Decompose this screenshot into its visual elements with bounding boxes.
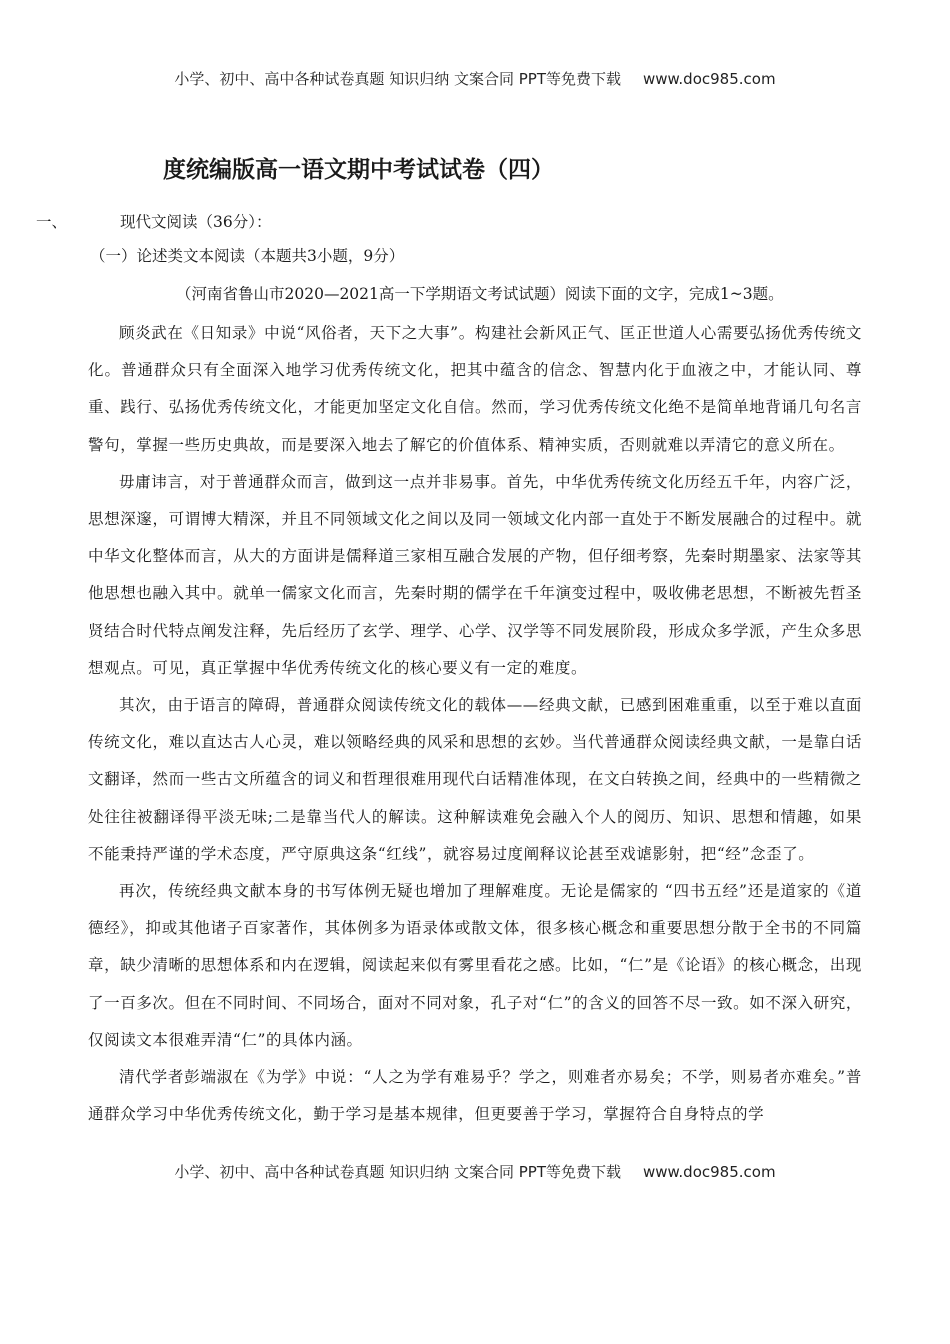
header-url[interactable]: www.doc985.com: [642, 70, 776, 88]
passage-paragraph-5: 清代学者彭端淑在《为学》中说：“人之为学有难易乎？学之，则难者亦易矣；不学，则易者亦难矣。”普通群众学习中华优秀传统文化，勤于学习是基本规律，但更要善于学习，掌握符合自身特点的学: [88, 1068, 862, 1124]
source-note: （河南省鲁山市2020—2021高一下学期语文考试试题）阅读下面的文字，完成1~3题。: [176, 285, 784, 303]
page-footer: [0, 1162, 950, 1182]
document-title: 度统编版高一语文期中考试试卷（四）: [163, 157, 554, 183]
page-header: [0, 69, 950, 89]
passage-paragraph-4: 再次，传统经典文献本身的书写体例无疑也增加了理解难度。无论是儒家的 “四书五经”还是道家的《道德经》，抑或其他诸子百家著作，其体例多为语录体或散文体，很多核心概念和重要思想分散于全书的不同篇章，缺少清晰的思想体系和内在逻辑，阅读起来似有雾里看花之感。比如，“仁”是《论语》的核心概念，出现了一百多次。但在不同时间、不同场合，面对不同对象，孔子对“仁”的含义的回答不尽一致。如不深入研究，仅阅读文本很难弄清“仁”的具体内涵。: [88, 882, 862, 1049]
passage-paragraph-1: 顾炎武在《日知录》中说“风俗者，天下之大事”。构建社会新风正气、匡正世道人心需要弘扬优秀传统文化。普通群众只有全面深入地学习优秀传统文化，把其中蕴含的信念、智慧内化于血液之中，才能认同、尊重、践行、弘扬优秀传统文化，才能更加坚定文化自信。然而，学习优秀传统文化绝不是简单地背诵几句名言警句，掌握一些历史典故，而是要深入地去了解它的价值体系、精神实质，否则就难以弄清它的意义所在。: [88, 324, 862, 454]
section-title: 现代文阅读（36分）：: [120, 213, 272, 231]
footer-text: 小学、初中、高中各种试卷真题 知识归纳 文案合同 PPT等免费下载: [174, 1163, 621, 1181]
footer-url[interactable]: www.doc985.com: [642, 1163, 776, 1181]
passage-paragraph-3: 其次，由于语言的障碍，普通群众阅读传统文化的载体——经典文献，已感到困难重重，以至于难以直面传统文化，难以直达古人心灵，难以领略经典的风采和思想的玄妙。当代普通群众阅读经典文献，一是靠白话文翻译，然而一些古文所蕴含的词义和哲理很难用现代白话精准体现，在文白转换之间，经典中的一些精微之处往往被翻译得平淡无味;二是靠当代人的解读。这种解读难免会融入个人的阅历、知识、思想和情趣，如果不能秉持严谨的学术态度，严守原典这条“红线”，就容易过度阐释议论甚至戏谑影射，把“经”念歪了。: [88, 696, 862, 863]
section-heading: [36, 210, 271, 234]
header-text: 小学、初中、高中各种试卷真题 知识归纳 文案合同 PPT等免费下载: [174, 70, 621, 88]
reading-passage: [88, 315, 862, 1133]
section-number: 一、: [36, 213, 68, 231]
passage-paragraph-2: 毋庸讳言，对于普通群众而言，做到这一点并非易事。首先，中华优秀传统文化历经五千年，内容广泛，思想深邃，可谓博大精深，并且不同领域文化之间以及同一领域文化内部一直处于不断发展融合的过程中。就中华文化整体而言，从大的方面讲是儒释道三家相互融合发展的产物，但仔细考察，先秦时期墨家、法家等其他思想也融入其中。就单一儒家文化而言，先秦时期的儒学在千年演变过程中，吸收佛老思想，不断被先哲圣贤结合时代特点阐发注释，先后经历了玄学、理学、心学、汉学等不同发展阶段，形成众多学派，产生众多思想观点。可见，真正掌握中华优秀传统文化的核心要义有一定的难度。: [88, 472, 862, 677]
subsection-heading: （一）论述类文本阅读（本题共3小题，9分）: [90, 247, 405, 265]
